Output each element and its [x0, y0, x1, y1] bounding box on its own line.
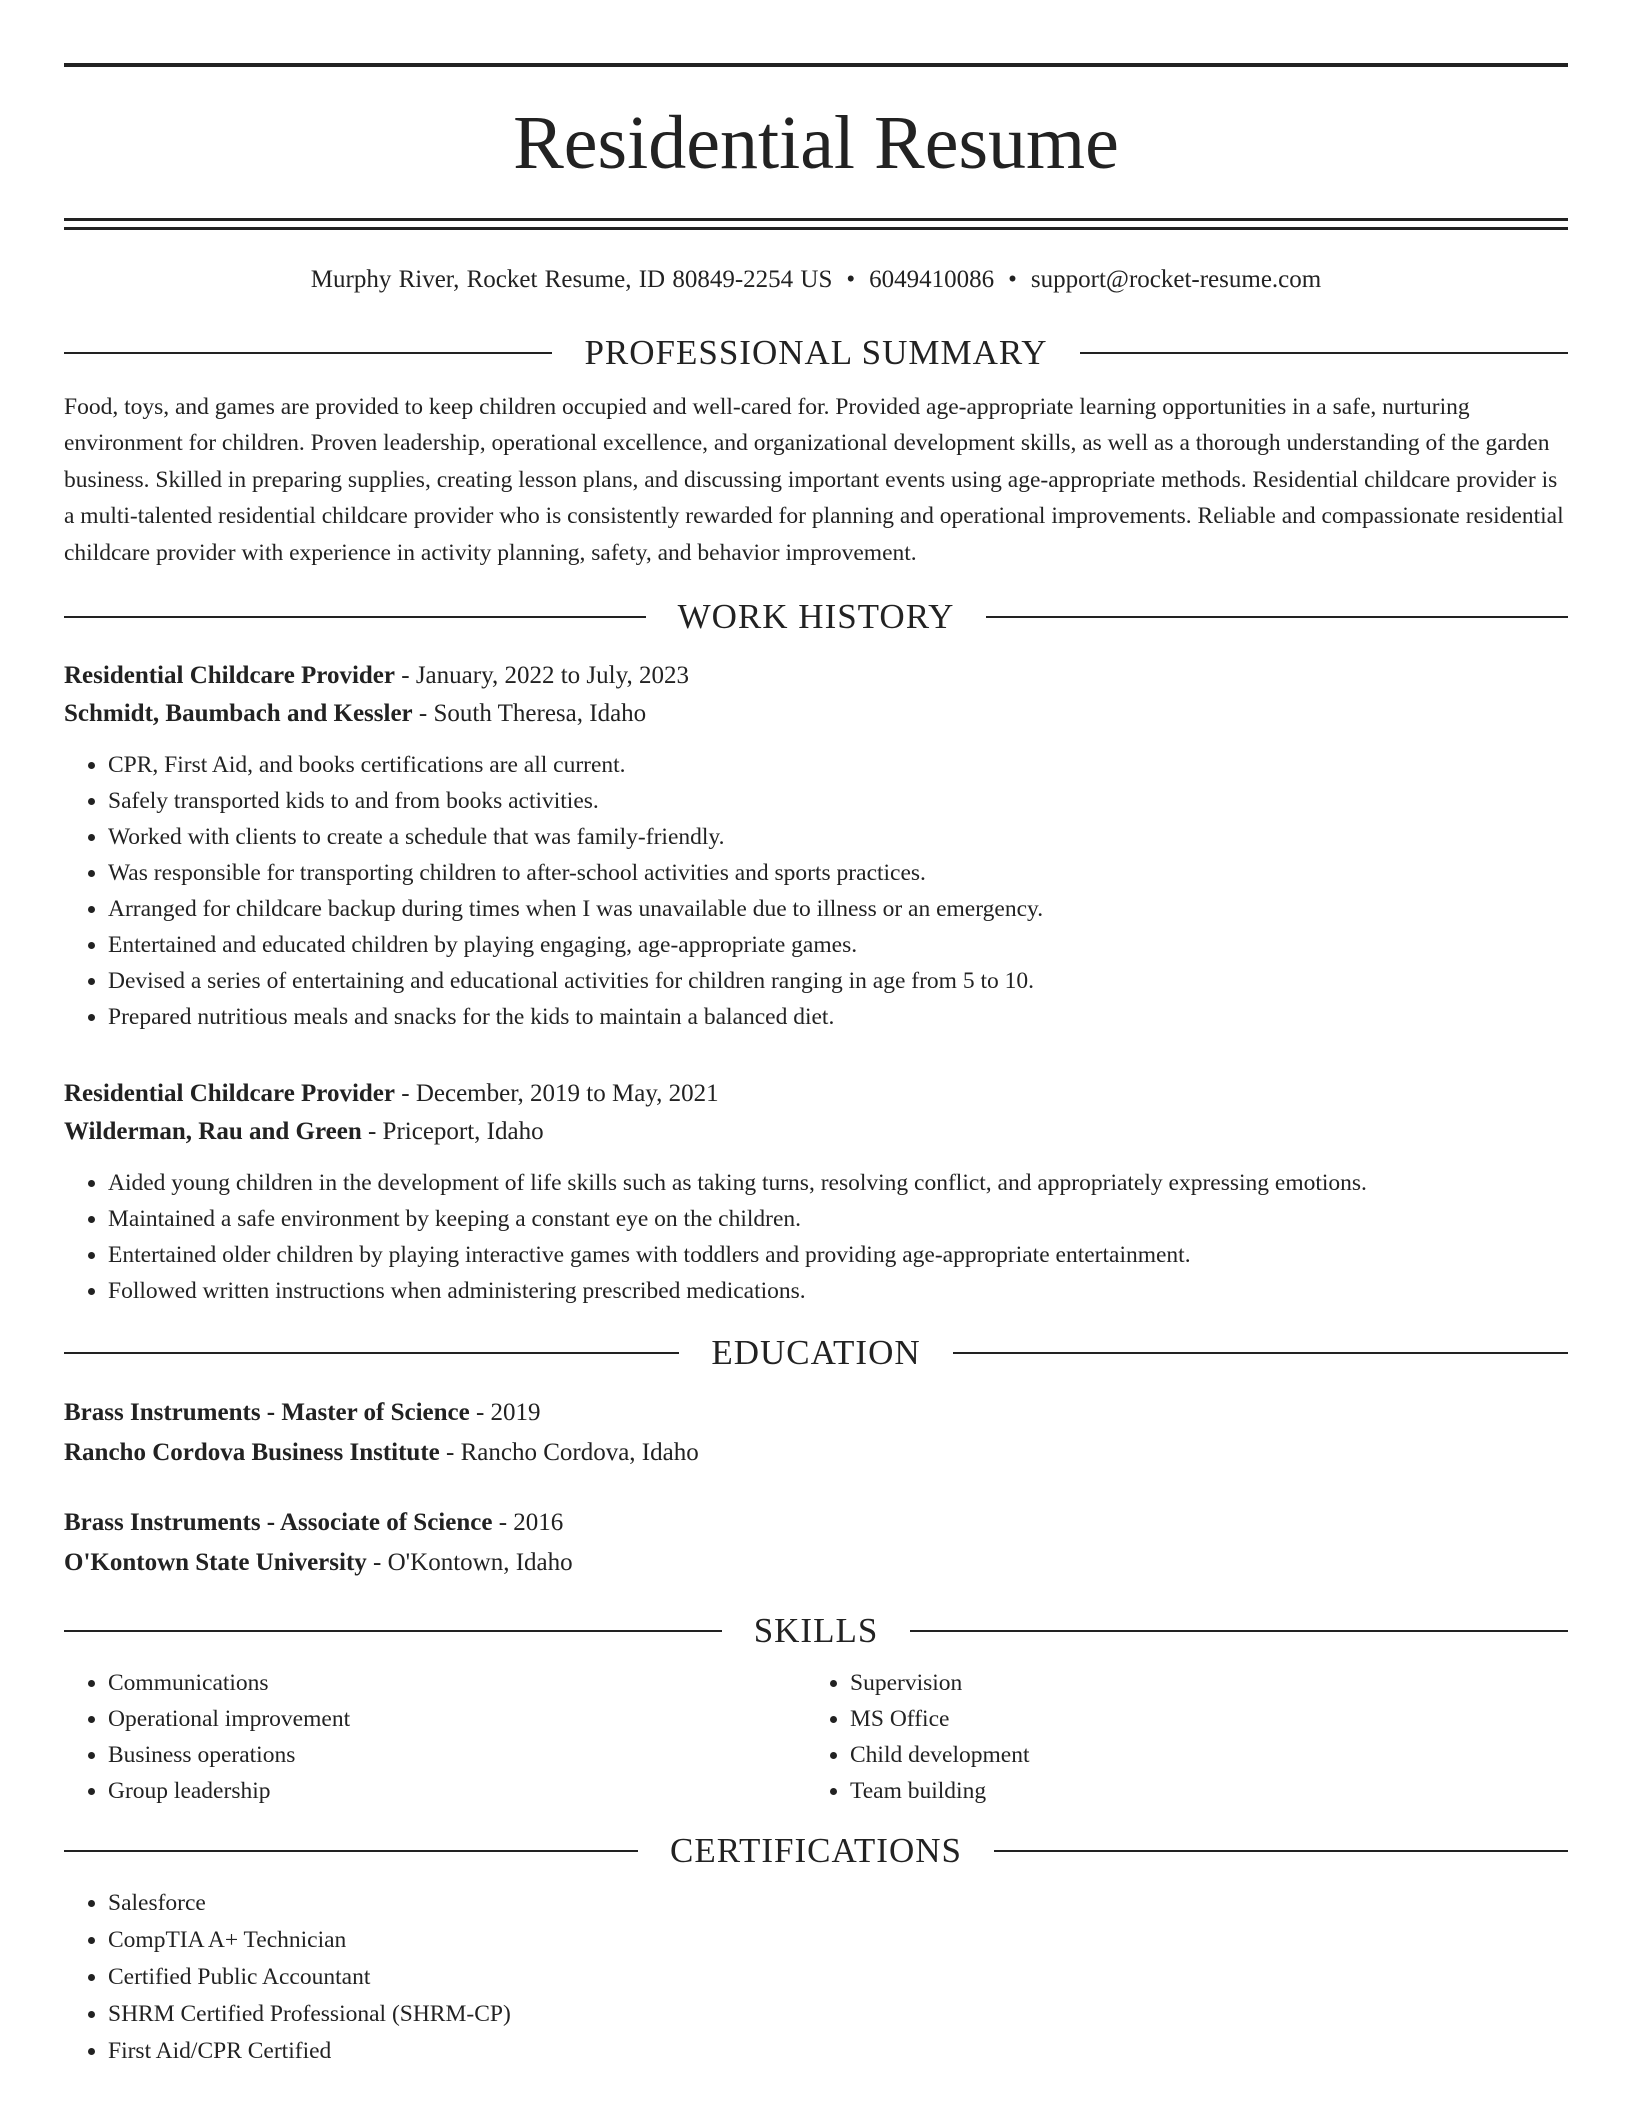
title-rule-upper	[64, 218, 1568, 221]
job-title: Residential Childcare Provider	[64, 1080, 395, 1108]
section-heading-label: WORK HISTORY	[677, 597, 955, 637]
certification-item: • CompTIA A+ Technician	[108, 1922, 1568, 1959]
job-bullets	[64, 1165, 1568, 1309]
skill-item: • MS Office	[850, 1701, 1548, 1737]
section-heading-label: EDUCATION	[711, 1333, 921, 1373]
job-company: Schmidt, Baumbach and Kessler	[64, 700, 413, 728]
skill-item: • Group leadership	[108, 1773, 806, 1809]
list-item: • Aided young children in the development of life skills such as taking turns, resolving conflict, and appropriately expressing emotions.	[108, 1165, 1568, 1201]
edu-degree: Brass Instruments - Master of Science	[64, 1399, 470, 1427]
list-item: • Worked with clients to create a schedule that was family-friendly.	[108, 819, 1568, 855]
certifications-list	[64, 1885, 1568, 2070]
contact-line	[64, 265, 1568, 295]
top-rule	[64, 63, 1568, 67]
heading-rule-left	[64, 616, 646, 618]
edu-year: - 2019	[469, 1399, 541, 1427]
heading-rule-right	[986, 616, 1568, 618]
heading-rule-right	[910, 1630, 1568, 1632]
edu-school: O'Kontown State University	[64, 1549, 367, 1577]
heading-rule-left	[64, 1850, 638, 1852]
heading-rule-right	[994, 1850, 1568, 1852]
heading-rule-left	[64, 352, 552, 354]
section-heading-education	[64, 1333, 1568, 1373]
skills-column-left	[64, 1665, 806, 1809]
job-title-line	[64, 657, 1568, 695]
job-location: - Priceport, Idaho	[361, 1118, 544, 1146]
job-dates: - January, 2022 to July, 2023	[395, 662, 689, 690]
section-heading-work	[64, 597, 1568, 637]
edu-location: - Rancho Cordova, Idaho	[439, 1439, 699, 1467]
list-item: • Safely transported kids to and from books activities.	[108, 783, 1568, 819]
list-item: • Devised a series of entertaining and educational activities for children ranging in age from 5 to 10.	[108, 963, 1568, 999]
edu-school-line	[64, 1433, 1568, 1473]
section-heading-certifications	[64, 1831, 1568, 1871]
summary-text: Food, toys, and games are provided to keep children occupied and well-cared for. Provided age-appropriate learning opportunities in a safe, nurturing environment for children. Proven leadership, operational excellence, and organizational development skills, as well as a thorough understanding of the garden business. Skilled in preparing supplies, creating lesson plans, and discussing important events using age-appropriate methods. Residential childcare provider is a multi-talented residential childcare provider who is consistently rewarded for planning and operational improvements. Reliable and compassionate residential childcare provider with experience in activity planning, safety, and behavior improvement.	[64, 394, 1564, 566]
contact-separator: •	[1008, 266, 1017, 293]
certification-item: • First Aid/CPR Certified	[108, 2033, 1568, 2070]
job-bullets	[64, 747, 1568, 1035]
list-item: • Followed written instructions when administering prescribed medications.	[108, 1273, 1568, 1309]
skill-item: • Team building	[850, 1773, 1548, 1809]
skill-item: • Operational improvement	[108, 1701, 806, 1737]
edu-location: - O'Kontown, Idaho	[366, 1549, 573, 1577]
edu-degree-line	[64, 1503, 1568, 1543]
job-title: Residential Childcare Provider	[64, 662, 395, 690]
job-dates: - December, 2019 to May, 2021	[395, 1080, 719, 1108]
resume-title: Residential Resume	[513, 101, 1119, 185]
contact-address: Murphy River, Rocket Resume, ID 80849-2254 US	[310, 266, 833, 293]
contact-separator: •	[846, 266, 856, 293]
edu-school: Rancho Cordova Business Institute	[64, 1439, 440, 1467]
skill-item: • Supervision	[850, 1665, 1548, 1701]
section-heading-label: SKILLS	[753, 1611, 879, 1651]
job-entry	[64, 657, 1568, 1035]
skill-item: • Communications	[108, 1665, 806, 1701]
list-item: • Maintained a safe environment by keeping a constant eye on the children.	[108, 1201, 1568, 1237]
skill-item: • Business operations	[108, 1737, 806, 1773]
section-heading-label: CERTIFICATIONS	[670, 1831, 962, 1871]
education-entry	[64, 1393, 1568, 1473]
edu-degree-line	[64, 1393, 1568, 1433]
list-item: • Prepared nutritious meals and snacks for the kids to maintain a balanced diet.	[108, 999, 1568, 1035]
title-rule-lower	[64, 227, 1568, 230]
list-item: • Was responsible for transporting children to after-school activities and sports practices.	[108, 855, 1568, 891]
list-item: • CPR, First Aid, and books certifications are all current.	[108, 747, 1568, 783]
edu-degree: Brass Instruments - Associate of Science	[64, 1509, 493, 1537]
skills-column-right	[806, 1665, 1548, 1809]
section-heading-summary	[64, 333, 1568, 373]
edu-school-line	[64, 1543, 1568, 1583]
job-location: - South Theresa, Idaho	[412, 700, 647, 728]
skill-item: • Child development	[850, 1737, 1548, 1773]
certification-item: • Salesforce	[108, 1885, 1568, 1922]
job-entry	[64, 1075, 1568, 1309]
list-item: • Arranged for childcare backup during times when I was unavailable due to illness or an emergency.	[108, 891, 1568, 927]
heading-rule-left	[64, 1630, 722, 1632]
certification-item: • SHRM Certified Professional (SHRM-CP)	[108, 1996, 1568, 2033]
heading-rule-right	[953, 1352, 1568, 1354]
section-heading-label: PROFESSIONAL SUMMARY	[584, 333, 1048, 372]
education-entry	[64, 1503, 1568, 1583]
list-item: • Entertained and educated children by playing engaging, age-appropriate games.	[108, 927, 1568, 963]
edu-year: - 2016	[492, 1509, 564, 1537]
skills-grid	[64, 1665, 1568, 1809]
contact-email: support@rocket-resume.com	[1030, 266, 1322, 293]
job-company-line	[64, 695, 1568, 733]
section-heading-skills	[64, 1611, 1568, 1651]
heading-rule-left	[64, 1352, 679, 1354]
job-company: Wilderman, Rau and Green	[64, 1118, 362, 1146]
certification-item: • Certified Public Accountant	[108, 1959, 1568, 1996]
job-title-line	[64, 1075, 1568, 1113]
list-item: • Entertained older children by playing interactive games with toddlers and providing age-appropriate entertainment.	[108, 1237, 1568, 1273]
resume-page	[64, 0, 1568, 2070]
heading-rule-right	[1080, 352, 1568, 354]
job-company-line	[64, 1113, 1568, 1151]
contact-phone: 6049410086	[869, 266, 995, 293]
